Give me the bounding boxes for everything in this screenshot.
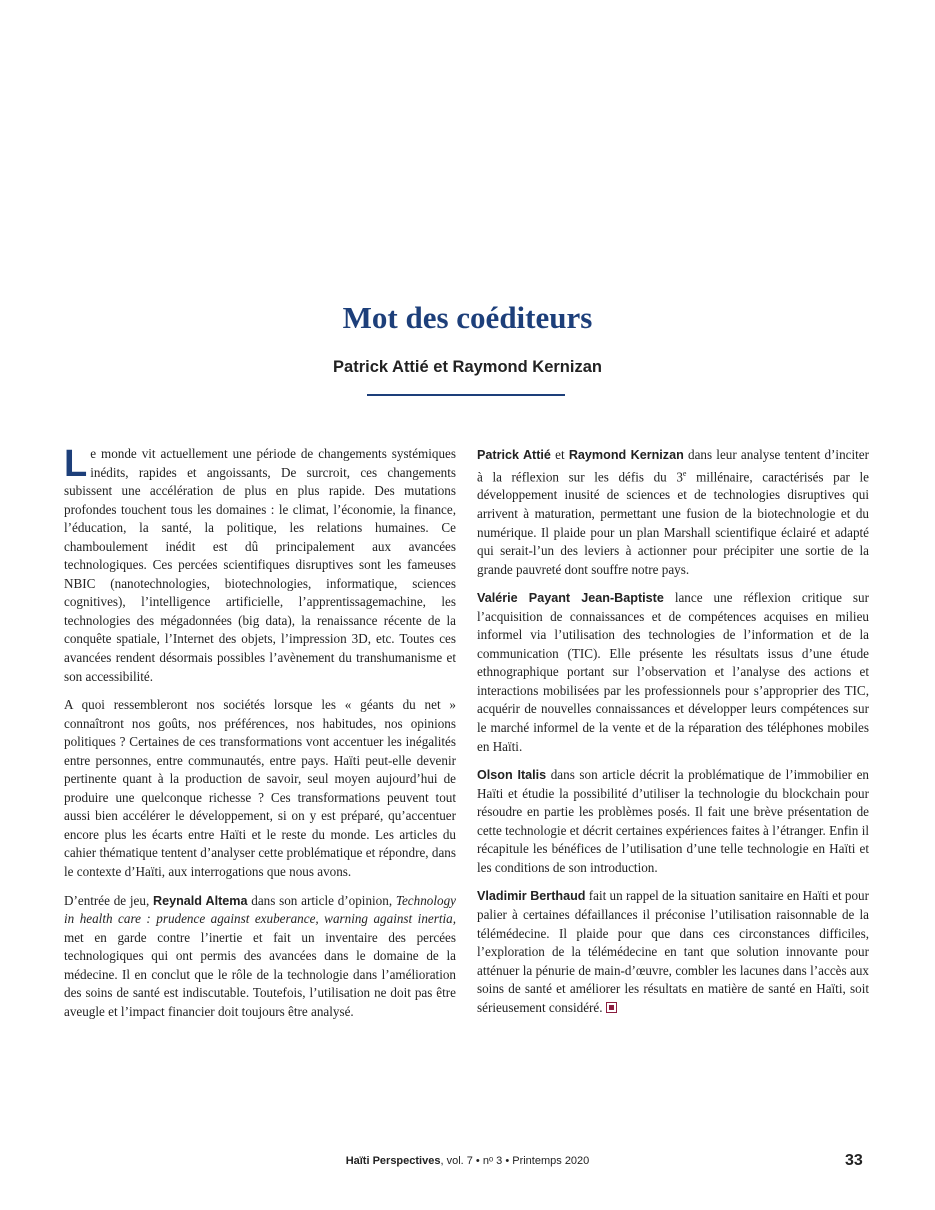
paragraph-attie-kernizan — [477, 446, 869, 579]
paragraph-attie-text-a: dans leur analyse tentent d’inciter à la réflexion sur les défis du 3 — [477, 447, 869, 484]
drop-cap: L — [64, 443, 88, 485]
journal-name: Haïti Perspectives — [345, 1155, 441, 1167]
paragraph-questions: A quoi ressembleront nos sociétés lorsque les « géants du net » connaîtront nos goûts, nos préférences, nos habitudes, nos opinions politiques ? Certaines de ces transformations vont accentuer les inégalités entre personnes, entre communautés, entre pays. Haïti peut-elle devenir pertinente quant à la production de savoir, seul moyen aujourd’hui de produire une quelconque richesse ? Ces transformations peuvent tout aussi bien accélérer le développement, si on y est préparé, qu’accentuer encore plus les écarts entre Haïti et le reste du monde. Les articles du cahier thématique tentent d’analyser cette problématique et répondre, dans le contexte d’Haïti, aux interrogations que nous avons. — [64, 697, 456, 880]
paragraph-altema-text: met en garde contre l’inertie et fait un inventaire des percées technologiques qui ont permis des avancées dans le domaine de la médecine. Il en conclut que le rôle de la technologie dans l’amélioration des soins de santé est indiscutable. Toutefois, l’utilisation ne doit pas être aveugle et l’impact financier doit toujours être analysé. — [64, 929, 456, 1019]
conjunction: et — [550, 447, 569, 462]
author-name-attie: Patrick Attié — [477, 448, 551, 462]
article-title: Mot des coéditeurs — [342, 300, 593, 335]
paragraph-italis — [477, 766, 869, 877]
running-footer — [0, 1155, 935, 1167]
article-title-italic: Technology in health care : prudence against exuberance, warning against inertia, — [64, 892, 456, 927]
left-column — [64, 445, 456, 1031]
paragraph-payant — [477, 589, 869, 756]
author-name-kernizan: Raymond Kernizan — [568, 448, 684, 462]
author-name-altema: Reynald Altema — [153, 893, 248, 908]
paragraph-berthaud — [477, 887, 869, 1017]
author-name-payant: Valérie Payant Jean-Baptiste — [477, 591, 664, 606]
article-authors: Patrick Attié et Raymond Kernizan — [333, 358, 602, 376]
paragraph-altema-mid: dans son article d’opinion, — [247, 892, 396, 908]
paragraph-altema-lead: D’entrée de jeu, — [64, 892, 153, 908]
title-divider — [367, 394, 565, 396]
paragraph-altema — [64, 892, 456, 1022]
paragraph-italis-text: dans son article décrit la problématique de l’immobilier en Haïti et étudie la possibilité d’utiliser la technologie du blockchain pour résoudre en partie les problèmes posés. Il fait une brève présentation de cette technologie et décrit certaines expériences faites à l’étranger. Enfin il récapitule les bénéfices de l’utilisation d’une telle technologie en Haïti et les conditions de son introduction. — [477, 767, 869, 875]
issue-info: , vol. 7 • nᵒ 3 • Printemps 2020 — [440, 1155, 590, 1167]
paragraph-intro-text: e monde vit actuellement une période de changements systémiques inédits, rapides et angoissants, De surcroit, ces changements subissent une accélération de plus en plus rapide. Des mutations profondes touchent tous les domaines : le climat, l’économie, la finance, l’éducation, la santé, la politique, les relations humaines. Ce chamboulement inédit est dû principalement aux avancées technologiques. Ces percées scientifiques disruptives sont les fameuses NBIC (nanotechnologies, biotechnologies, informatique, sciences cognitives), l’intelligence artificielle, l’apprentissagemachine, les technologies des mégadonnées (big data), la renaissance récente de la conquête spatiale, l’Internet des objets, l’impression 3D, etc. Toutes ces avancées rendent désormais possibles l’avènement du transhumanisme et son accessibilité. — [64, 446, 456, 684]
superscript: e — [682, 468, 687, 478]
paragraph-intro — [64, 445, 456, 686]
paragraph-attie-text-b: millénaire, caractérisés par le développement inusité de sciences et de technologies disruptives qui arrivent à maturation, permettant une fusion de la biotechnologie et du numérique. Il plaide pour un plan Marshall scientifique éclairé et adapté qui serait-l’un des leviers à actionner pour précipiter une sortie de la grande pauvreté dont souffre notre pays. — [477, 468, 870, 577]
right-column — [477, 446, 869, 1027]
author-name-italis: Olson Italis — [477, 768, 547, 783]
page-number: 33 — [845, 1152, 863, 1169]
author-name-berthaud: Vladimir Berthaud — [477, 889, 586, 904]
paragraph-berthaud-text: fait un rappel de la situation sanitaire en Haïti et pour palier à certaines défaillances il préconise l’utilisation raisonnable de la télémédecine. Il plaide pour que dans ces circonstances difficiles, l’exploration de la télémédecine en tant que solution innovante pour atténuer la pénurie de main-d’œuvre, combler les lacunes dans l’accès aux soins de santé et améliorer les résultats en matière de santé en Haïti, soit sérieusement considéré. — [477, 888, 869, 1015]
end-of-article-icon — [606, 1002, 617, 1013]
paragraph-payant-text: lance une réflexion critique sur l’acquisition de connaissances et de compétences acquises en milieu informel via l’utilisation des technologies de l’information et de la communication (TIC). Elle présente les résultats issus d’une étude ethnographique portant sur l’observation et l’analyse des actions et interactions mobilisées par les professionnels pour s’approprier des TIC, acquérir de nouvelles connaissances et développer leurs compétences sur le marché informel de la vente et de la réparation des téléphones mobiles en Haïti. — [477, 590, 869, 754]
